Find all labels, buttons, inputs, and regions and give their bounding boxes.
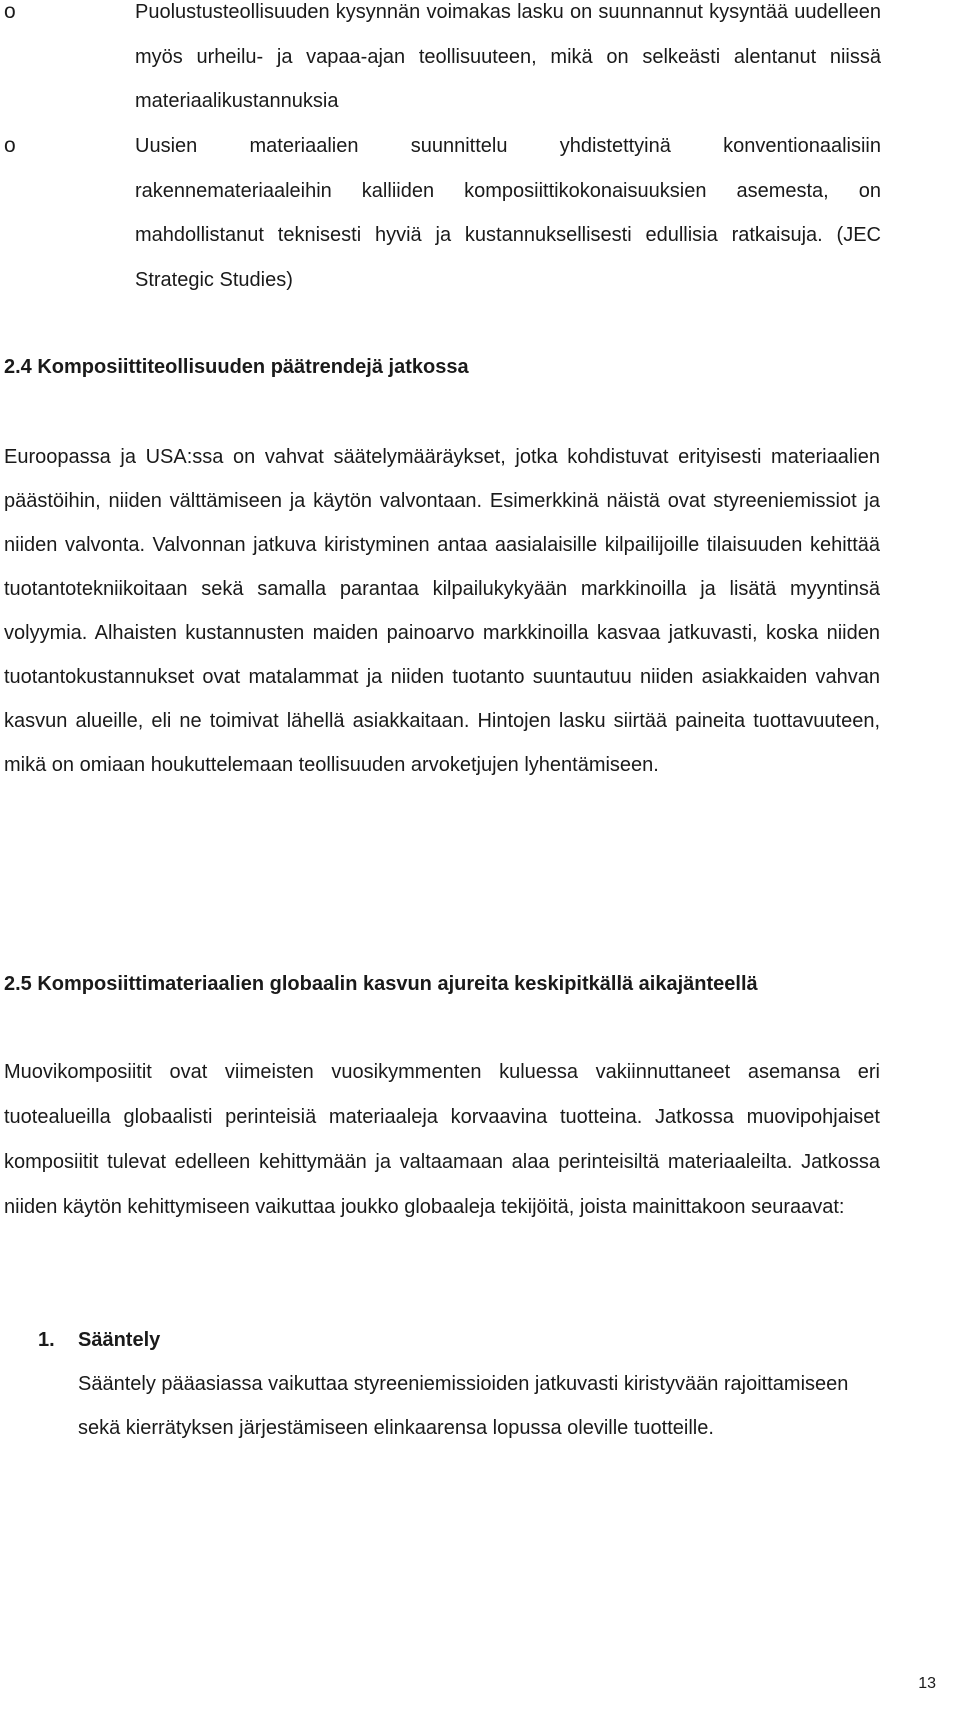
- numbered-item-number: 1.: [38, 1329, 55, 1351]
- section-heading: 2.4 Komposiittiteollisuuden päätrendejä jatkossa: [4, 356, 469, 378]
- section-paragraph: Euroopassa ja USA:ssa on vahvat säätelymääräykset, jotka kohdistuvat erityisesti materiaalien päästöihin, niiden välttämiseen ja käytön valvontaan. Esimerkkinä näistä ovat styreeniemissiot ja niiden valvonta. Valvonnan jatkuva kiristyminen antaa aasialaisille kilpailijoille tilaisuuden kehittää tuotantotekniikoitaan sekä samalla parantaa kilpailukykyään markkinoilla ja lisätä myyntinsä volyymia. Alhaisten kustannusten maiden painoarvo markkinoilla kasvaa jatkuvasti, koska niiden tuotantokustannukset ovat matalammat ja niiden tuotanto suuntautuu niiden asiakkaiden vahvan kasvun alueille, eli ne toimivat lähellä asiakkaitaan. Hintojen lasku siirtää paineita tuottavuuteen, mikä on omiaan houkuttelemaan teollisuuden arvoketjujen lyhentämiseen.: [4, 446, 880, 776]
- section-paragraph: Muovikomposiitit ovat viimeisten vuosikymmenten kuluessa vakiinnuttaneet asemansa eri tuotealueilla globaalisti perinteisiä materiaaleja korvaavina tuotteina. Jatkossa muovipohjaiset komposiitit tulevat edelleen kehittymään ja valtaamaan alaa perinteisiltä materiaaleilta. Jatkossa niiden käytön kehittymiseen vaikuttaa joukko globaaleja tekijöitä, joista mainittakoon seuraavat:: [4, 1061, 880, 1218]
- bullet-marker: o: [4, 134, 16, 157]
- bullet-text: Uusien materiaalien suunnittelu yhdistettyinä konventionaalisiin rakennemateriaaleihin kalliiden komposiittikokonaisuuksien asemesta, on mahdollistanut teknisesti hyviä ja kustannuksellisesti edullisia ratkaisuja. (JEC Strategic Studies): [135, 135, 881, 291]
- numbered-item-body: Sääntely pääasiassa vaikuttaa styreeniemissioiden jatkuvasti kiristyvään rajoittamiseen sekä kierrätyksen järjestämiseen elinkaarensa lopussa oleville tuotteille.: [78, 1373, 849, 1439]
- page-number: 13: [918, 1675, 936, 1692]
- numbered-item-title: Sääntely: [78, 1329, 161, 1351]
- bullet-text: Puolustusteollisuuden kysynnän voimakas lasku on suunnannut kysyntää uudelleen myös urheilu- ja vapaa-ajan teollisuuteen, mikä on selkeästi alentanut niissä materiaalikustannuksia: [135, 1, 881, 112]
- bullet-marker: o: [4, 0, 16, 23]
- section-heading: 2.5 Komposiittimateriaalien globaalin kasvun ajureita keskipitkällä aikajänteellä: [4, 973, 758, 995]
